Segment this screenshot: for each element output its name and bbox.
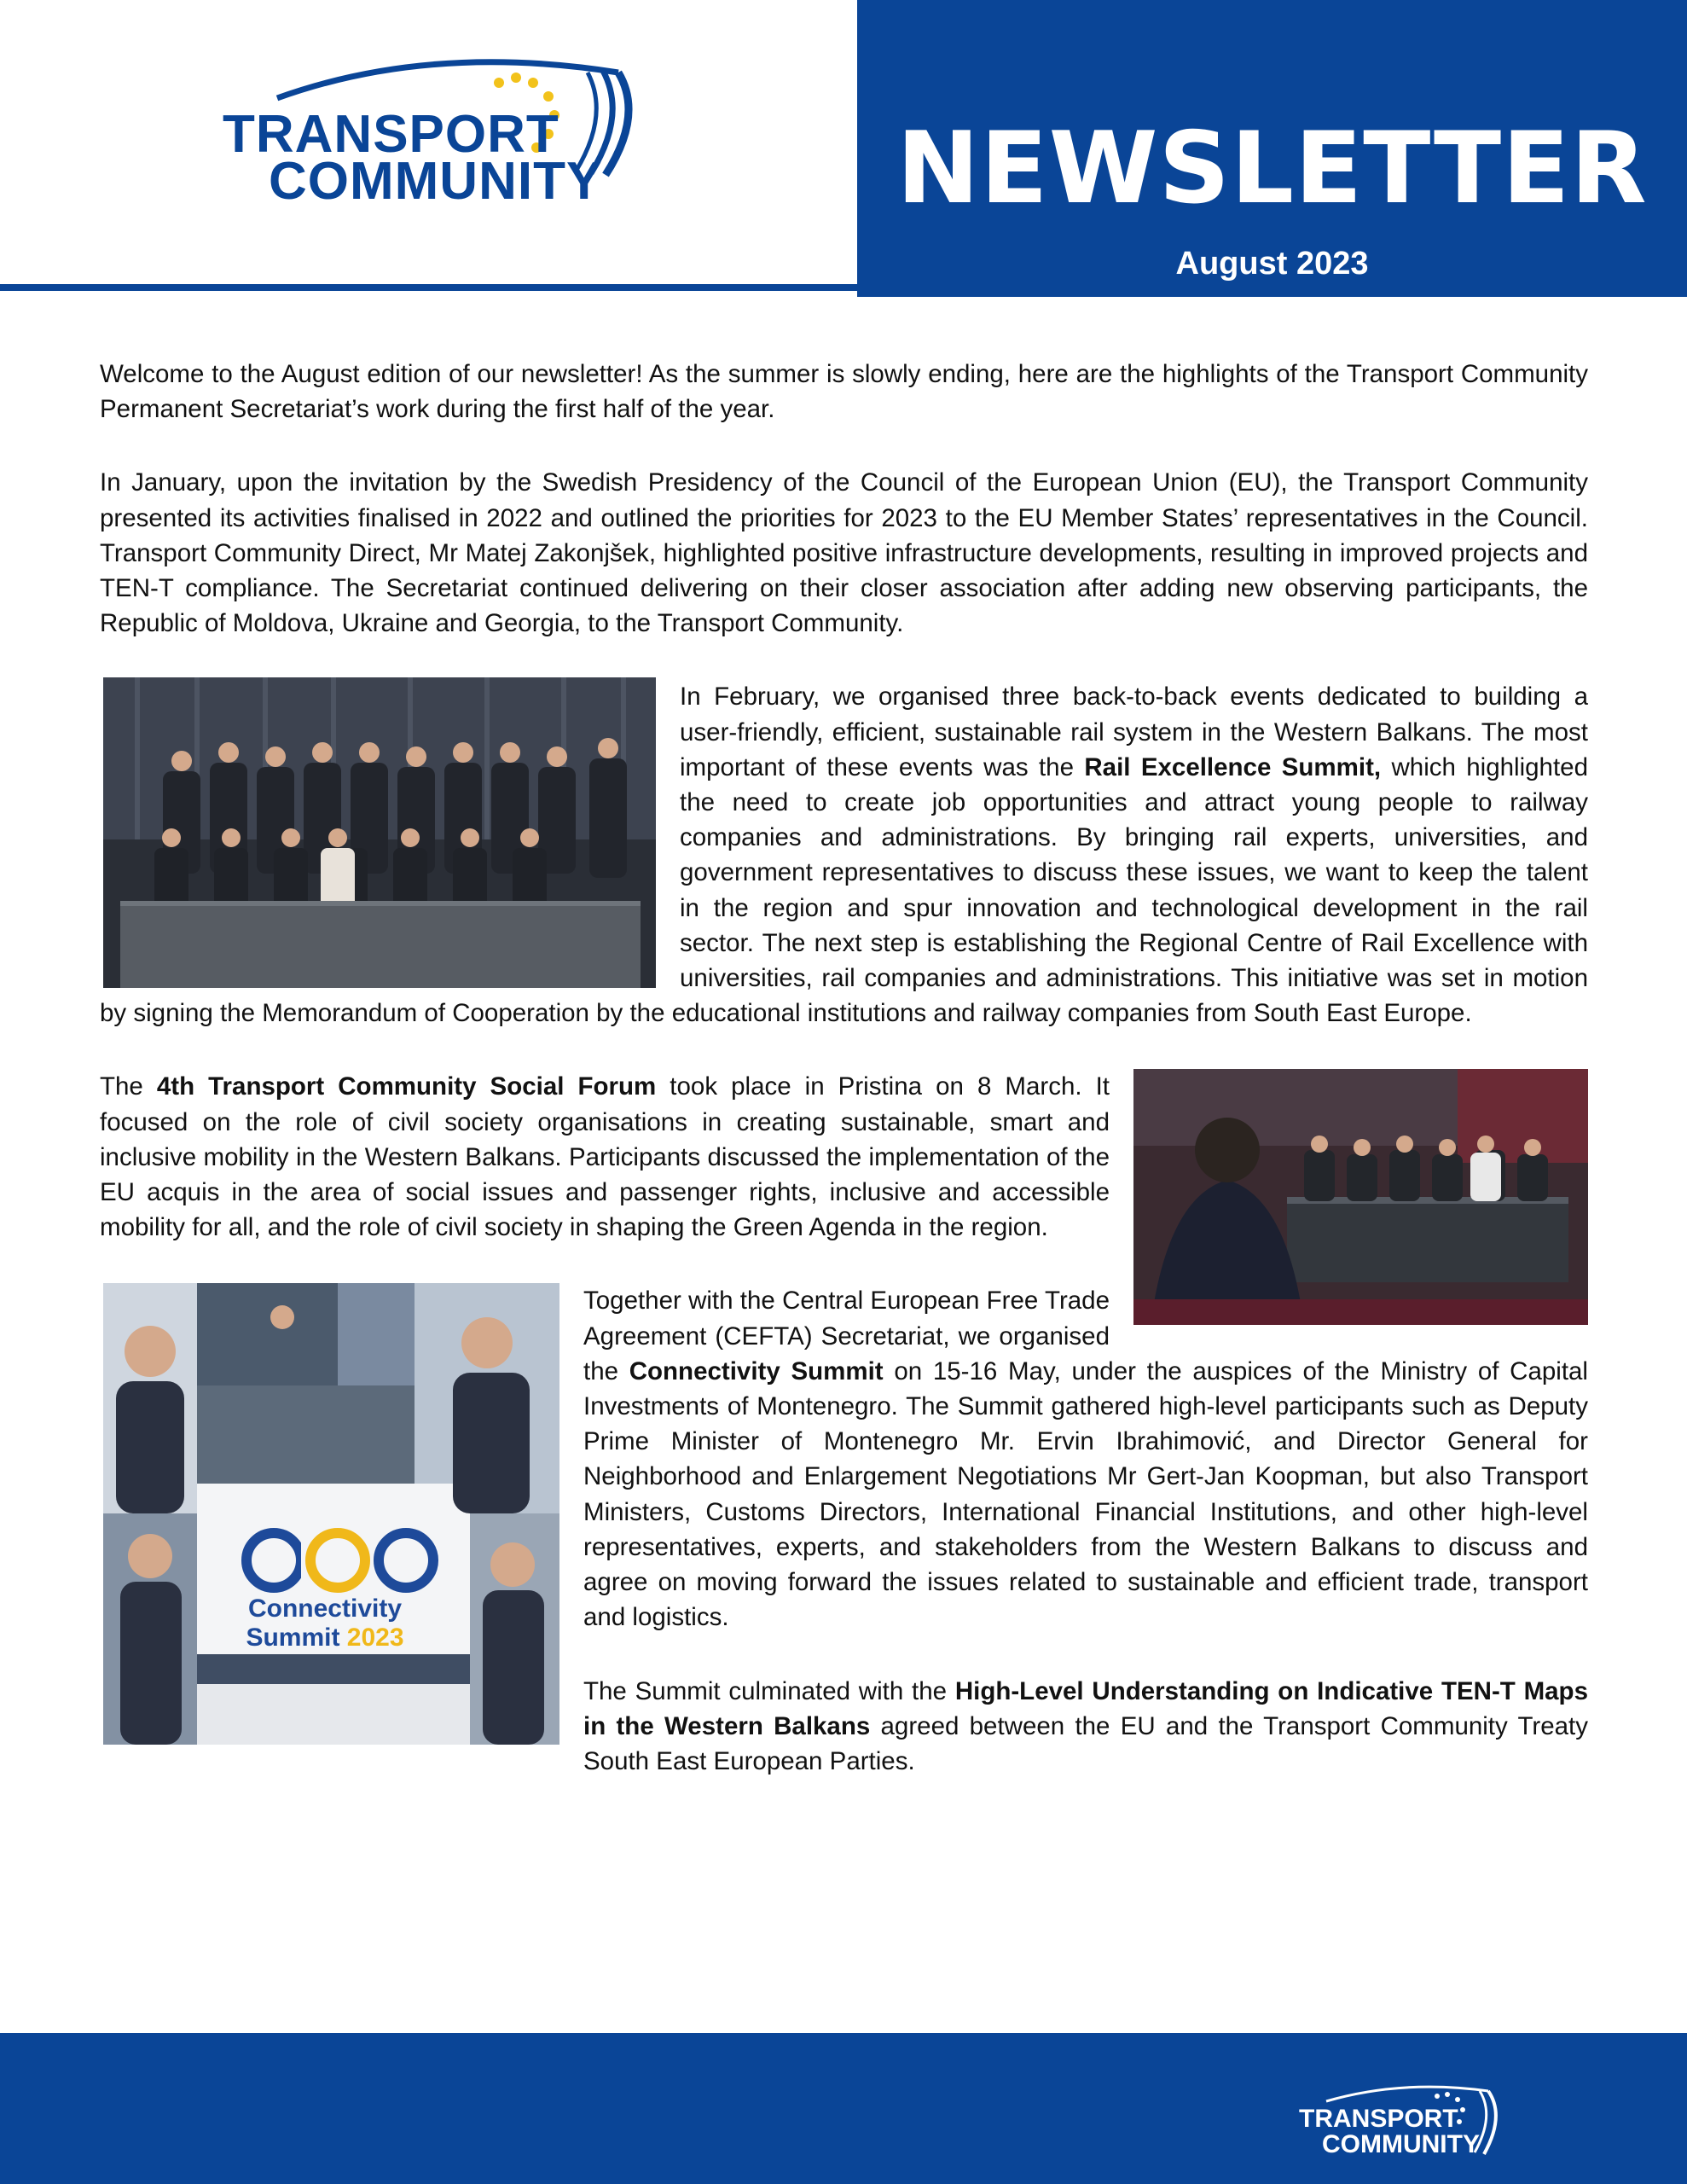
- culmination-text-end: agreed between the EU and the Transport Community Treaty South East European Parties.: [583, 1711, 1588, 1775]
- footer-logo-text-community: COMMUNITY: [1322, 2130, 1480, 2158]
- rail-excellence-summit-highlight: Rail Excellence Summit,: [1084, 752, 1382, 781]
- forum-text-end: took place in Pristina on 8 March. It focused on the role of civil society organisations in creating sustainable, smart and inclusive mobility in the Western Balkans. Participants discussed the implementation of the EU acquis in the area of social issues and passenger rights, inclusive and accessible mobility for all, and the role of civil society in shaping the Green Agenda in the region.: [100, 1072, 1110, 1242]
- logo-text-community: COMMUNITY: [269, 152, 603, 211]
- footer-logo: [1292, 2077, 1505, 2171]
- collage-title-line2: [223, 1623, 427, 1653]
- article-body: [100, 357, 1588, 1817]
- rail-summit-group-photo: [103, 677, 656, 988]
- intro-paragraph: Welcome to the August edition of our newsletter! As the summer is slowly ending, here are the highlights of the Transport Community Permanent Secretariat’s work during the first half of the year.: [100, 360, 1588, 424]
- footer-logo-text-transport: TRANSPORT: [1299, 2105, 1458, 2133]
- february-text-end: which highlighted the need to create job opportunities and attract young people to railway companies and administrations. By bringing rail experts, universities, and government representatives to discuss these issues, we want to keep the talent in the region and spur innovation and technological development in the rail sector. The next step is establishing the Regional Centre of Rail Excellence with universities, rail companies and administrations. This initiative was set in motion by signing the Memorandum of Cooperation by the educational institutions and railway companies from South East Europe.: [100, 752, 1588, 1028]
- social-forum-photo: [1133, 1069, 1588, 1325]
- collage-title-line1: Connectivity: [247, 1594, 403, 1623]
- connectivity-summit-collage: [103, 1283, 559, 1745]
- summit-text-end: on 15-16 May, under the auspices of the Ministry of Capital Investments of Montenegro. The Summit gathered high-level participants such as Deputy Prime Minister of Montenegro Mr. Ervin Ibrahimović, and Director General for Neighborhood and Enlargement Negotiations Mr Gert-Jan Koopman, but also Transport Ministers, Customs Directors, International Financial Institutions, and other high-level representatives, experts, and stakeholders from the Western Balkans to discuss and agree on moving forward the issues related to sustainable and efficient trade, transport and logistics.: [583, 1356, 1588, 1632]
- ten-t-maps-highlight: High-Level Understanding on Indicative TEN-T Maps in the Western Balkans: [583, 1676, 1588, 1740]
- connectivity-summit-highlight: Connectivity Summit: [629, 1356, 884, 1385]
- summit-text-start: Together with the Central European Free Trade Agreement (CEFTA) Secretariat, we organised the: [583, 1287, 1110, 1385]
- newsletter-title: NEWSLETTER: [896, 111, 1648, 226]
- february-text-start: In February, we organised three back-to-back events dedicated to building a user-friendly, efficient, sustainable rail system in the Western Balkans. The most important of these events was the: [680, 682, 1588, 781]
- social-forum-highlight: 4th Transport Community Social Forum: [156, 1072, 657, 1101]
- logo-text-transport: TRANSPORT: [223, 105, 559, 164]
- collage-year: 2023: [346, 1623, 404, 1653]
- forum-text-start: The: [100, 1072, 157, 1101]
- newsletter-date: August 2023: [1175, 246, 1369, 282]
- collage-summit-title: [223, 1594, 427, 1653]
- transport-community-logo: [217, 47, 644, 209]
- january-paragraph: In January, upon the invitation by the Swedish Presidency of the Council of the European Union (EU), the Transport Community presented its activities finalised in 2022 and outlined the priorities for 2023 to the EU Member States’ representatives in the Council. Transport Community Direct, Mr Matej Zakonjšek, highlighted positive infrastructure developments, resulting in improved projects and TEN-T compliance. The Secretariat continued delivering on their closer association after adding new observing participants, the Republic of Moldova, Ukraine and Georgia, to the Transport Community.: [100, 468, 1588, 638]
- collage-summit-word: Summit: [246, 1623, 340, 1653]
- header-divider: [0, 284, 857, 291]
- culmination-text-start: The Summit culminated with the: [583, 1676, 955, 1705]
